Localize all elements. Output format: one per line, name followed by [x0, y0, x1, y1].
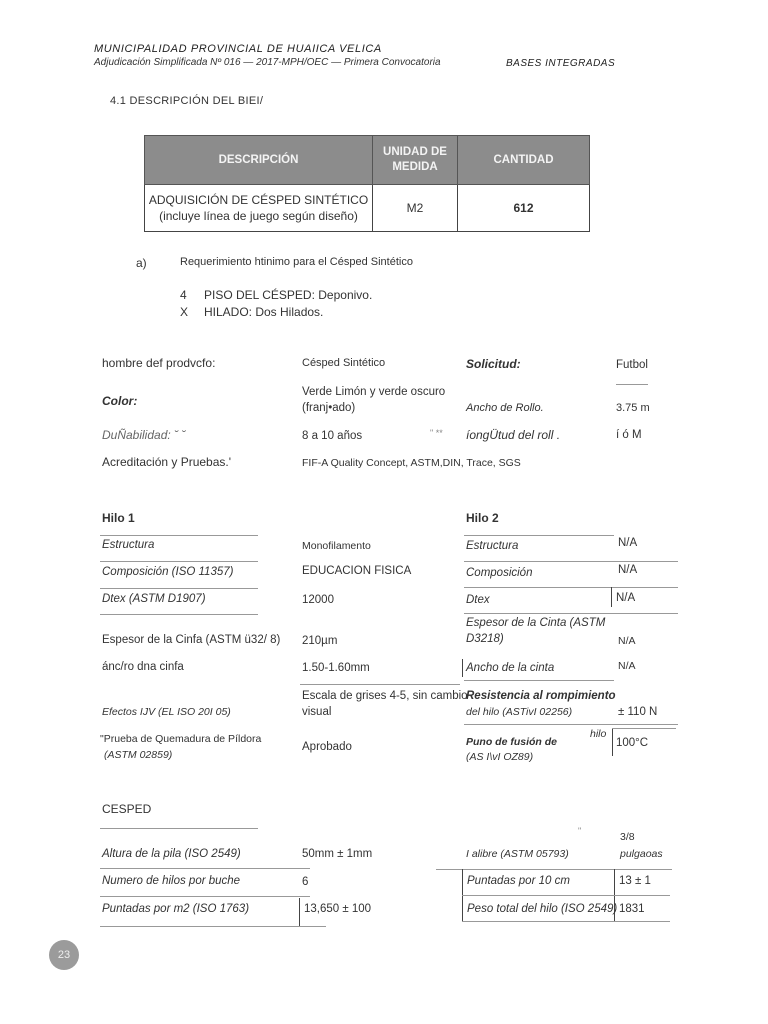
- col-cantidad: CANTIDAD: [458, 136, 590, 185]
- longitud-rollo-label: íongÜtud del roll .: [466, 428, 561, 442]
- color-value-line2: (franj•ado): [302, 402, 356, 414]
- hilo1-efectos-label: Efectos IJV (EL ISO 20I 05): [102, 706, 231, 718]
- list-item: PISO DEL CÉSPED: Deponivo.: [204, 288, 373, 302]
- col-descripcion: DESCRIPCIÓN: [145, 136, 373, 185]
- hilo1-dtex-value: 12000: [302, 594, 334, 606]
- list-item: HILADO: Dos Hilados.: [204, 305, 324, 319]
- cesped-puntadas-m2-value: 13,650 ± 100: [304, 903, 372, 915]
- cesped-title: CESPED: [102, 802, 152, 816]
- nombre-label: hombre def prodvcfo:: [102, 356, 216, 370]
- durabilidad-value: 8 a 10 años: [302, 430, 363, 442]
- col-unidad: UNIDAD DE MEDIDA: [373, 136, 458, 185]
- hilo2-composicion-value: N/A: [618, 564, 638, 576]
- descripcion-line2: (incluye línea de juego según diseño): [159, 209, 358, 223]
- cesped-peso-value: 1831: [619, 903, 645, 915]
- hilo1-pildora-value: Aprobado: [302, 741, 352, 753]
- nombre-value: Césped Sintético: [302, 357, 386, 369]
- cell-unidad: M2: [373, 185, 458, 232]
- hilo1-ancho-label: ánc/ro dna cinfa: [102, 661, 184, 673]
- hilo1-pildora-label-line2: (ASTM 02859): [104, 749, 173, 761]
- solicitud-label: Solicitud:: [466, 357, 521, 371]
- hilo2-fusion-label-line1: Puno de fusión de: [466, 736, 557, 748]
- hilo2-resistencia-label-line1: Resistencia al rompimiento: [466, 690, 616, 702]
- acreditacion-label: Acreditación y Pruebas.': [102, 455, 232, 469]
- cesped-calibre-value-line1: 3/8: [620, 831, 635, 843]
- hilo2-composicion-label: Composición: [466, 567, 533, 579]
- hilo2-ancho-label: Ancho de la cinta: [466, 662, 555, 674]
- cesped-calibre-value-line2: pulgaoas: [620, 848, 663, 860]
- hilo1-dtex-label: Dtex (ASTM D1907): [102, 593, 206, 605]
- durabilidad-label: DuÑabilidad: ˘ ˘: [102, 428, 186, 442]
- list-item-marker: X: [180, 305, 189, 319]
- cesped-hilos-label: Numero de hilos por buche: [102, 875, 241, 887]
- hilo2-estructura-label: Estructura: [466, 540, 519, 552]
- hilo1-espesor-label: Espesor de la Cinfa (ASTM ü32/ 8): [102, 634, 281, 646]
- hilo1-efectos-value-line2: visual: [302, 706, 332, 718]
- descripcion-line1: ADQUISICIÓN DE CÉSPED SINTÉTICO: [148, 193, 369, 207]
- hilo2-espesor-value: N/A: [618, 635, 636, 647]
- cesped-puntadas-m2-label: Puntadas por m2 (ISO 1763): [102, 903, 250, 915]
- hilo2-dtex-label: Dtex: [466, 594, 490, 606]
- hilo2-ancho-value: N/A: [618, 660, 636, 672]
- requirement-text: Requerimiento htinimo para el Césped Sintético: [180, 256, 413, 268]
- hilo1-ancho-value: 1.50-1.60mm: [302, 662, 370, 674]
- hilo1-estructura-value: Monofilamento: [302, 540, 371, 552]
- cesped-puntadas-10cm-label: Puntadas por 10 cm: [467, 875, 570, 887]
- hilo1-composicion-value: EDUCACION FISICA: [302, 565, 412, 577]
- hilo2-title: Hilo 2: [466, 511, 499, 525]
- cell-cantidad: 612: [458, 185, 590, 232]
- cesped-calibre-label: I alibre (ASTM 05793): [466, 848, 569, 860]
- section-title: 4.1 DESCRIPCIÓN DEL BIEI/: [110, 95, 264, 107]
- cesped-puntadas-10cm-value: 13 ± 1: [619, 875, 651, 887]
- hilo2-espesor-label-line2: D3218): [466, 633, 504, 645]
- hilo1-estructura-label: Estructura: [102, 539, 155, 551]
- hilo1-title: Hilo 1: [102, 511, 135, 525]
- hilo2-dtex-value: N/A: [616, 592, 636, 604]
- header-bases: BASES INTEGRADAS: [506, 58, 616, 69]
- bien-table: [144, 135, 590, 232]
- requirement-marker: a): [136, 256, 147, 270]
- list-item-marker: 4: [180, 288, 187, 302]
- ancho-rollo-value: 3.75 m: [616, 402, 650, 414]
- header-procedure: Adjudicación Simplificada Nº 016 — 2017-MPH/OEC — Primera Convocatoria: [94, 57, 441, 68]
- hilo2-resistencia-value: ± 110 N: [618, 706, 658, 718]
- cesped-altura-value: 50mm ± 1mm: [302, 848, 373, 860]
- hilo2-fusion-label-line2: (AS I\vI OZ89): [466, 751, 534, 763]
- cell-descripcion: [145, 185, 373, 232]
- solicitud-value: Futbol: [616, 359, 648, 371]
- hilo1-efectos-value-line1: Escala de grises 4-5, sin cambio: [302, 690, 468, 702]
- hilo1-composicion-label: Composición (ISO 11357): [102, 566, 234, 578]
- hilo1-pildora-label-line1: "Prueba de Quemadura de Píldora: [100, 733, 262, 745]
- hilo2-espesor-label-line1: Espesor de la Cinta (ASTM: [466, 617, 606, 629]
- durabilidad-marks: " **: [430, 428, 443, 438]
- hilo2-fusion-label-extra: hilo: [590, 728, 607, 740]
- hilo2-fusion-value: 100°C: [616, 737, 649, 749]
- cesped-altura-label: Altura de la pila (ISO 2549): [102, 848, 241, 860]
- cesped-marks: ": [578, 826, 582, 836]
- cesped-hilos-value: 6: [302, 876, 309, 888]
- ancho-rollo-label: Ancho de Rollo.: [466, 402, 544, 414]
- color-label: Color:: [102, 394, 138, 408]
- page-number-badge: 23: [49, 940, 79, 970]
- longitud-rollo-value: í ó M: [616, 429, 642, 441]
- hilo1-espesor-value: 210µm: [302, 635, 338, 647]
- color-value-line1: Verde Limón y verde oscuro: [302, 386, 446, 398]
- header-municipality: MUNICIPALIDAD PROVINCIAL DE HUAIICA VELICA: [94, 43, 382, 55]
- table-row: [145, 185, 590, 232]
- hilo2-estructura-value: N/A: [618, 537, 638, 549]
- cesped-peso-label: Peso total del hilo (ISO 2549): [467, 903, 618, 915]
- hilo2-resistencia-label-line2: del hilo (ASTivI 02256): [466, 706, 573, 718]
- acreditacion-value: FIF-A Quality Concept, ASTM,DIN, Trace, SGS: [302, 457, 521, 469]
